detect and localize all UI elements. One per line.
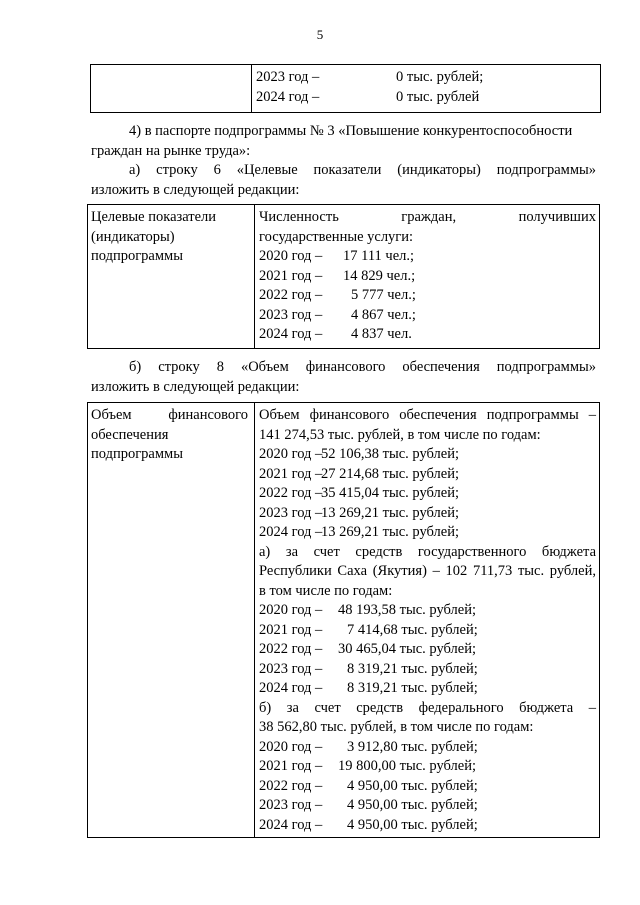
heading-line: Численность граждан, получивших — [259, 209, 596, 225]
paragraph-line: граждан на рынке труда»: — [91, 142, 251, 159]
paragraph-line: изложить в следующей редакции: — [91, 181, 300, 198]
table-row: 2020 год –52 106,38 тыс. рублей; — [259, 446, 459, 462]
paragraph-4 — [91, 122, 599, 200]
funding-label-cell — [88, 403, 255, 838]
table-row: 2023 год – 4 950,00 тыс. рублей; — [259, 797, 478, 813]
table-row: 2023 год – 8 319,21 тыс. рублей; — [259, 660, 478, 677]
table-row: 2020 год – 48 193,58 тыс. рублей; — [259, 602, 476, 618]
table-row: 2021 год – 19 800,00 тыс. рублей; — [259, 758, 476, 774]
federal-budget-line: б) за счет средств федерального бюджета – — [259, 699, 596, 716]
total-line: 141 274,53 тыс. рублей, в том числе по годам: — [259, 426, 541, 443]
table-row: 2024 год – 8 319,21 тыс. рублей; — [259, 680, 478, 696]
table-row: 2024 год – 4 837 чел. — [259, 326, 412, 342]
label-line: подпрограммы — [91, 446, 183, 462]
top-table — [90, 64, 601, 113]
table-row: 2024 год – 0 тыс. рублей — [256, 88, 480, 105]
table-row: 2022 год –35 415,04 тыс. рублей; — [259, 485, 459, 501]
total-line: Объем финансового обеспечения подпрограммы – — [259, 407, 596, 423]
paragraph-b — [91, 358, 599, 397]
table-row: 2021 год – 7 414,68 тыс. рублей; — [259, 621, 478, 638]
paragraph-line: изложить в следующей редакции: — [91, 378, 300, 395]
table-row: 2024 год – 4 950,00 тыс. рублей; — [259, 816, 478, 833]
label-line: Объем финансового — [91, 407, 248, 423]
funding-value-cell — [255, 403, 600, 838]
state-budget-line: Республики Саха (Якутия) – 102 711,73 тыс. рублей, — [259, 563, 596, 579]
indicators-value-cell — [255, 205, 600, 349]
indicators-label-cell — [88, 205, 255, 349]
label-line: обеспечения — [91, 426, 169, 443]
paragraph-line: б) строку 8 «Объем финансового обеспечения подпрограммы» — [129, 359, 596, 375]
table-row: 2023 год – 0 тыс. рублей; — [256, 69, 484, 85]
paragraph-line: а) строку 6 «Целевые показатели (индикаторы) подпрограммы» — [129, 162, 596, 178]
top-table-right-cell — [252, 65, 601, 113]
table-row: 2021 год –27 214,68 тыс. рублей; — [259, 465, 459, 482]
state-budget-line: в том числе по годам: — [259, 582, 393, 599]
table-row: 2023 год – 4 867 чел.; — [259, 306, 416, 323]
table-row: 2022 год – 5 777 чел.; — [259, 287, 416, 303]
table-row: 2024 год –13 269,21 тыс. рублей; — [259, 524, 459, 540]
state-budget-line: а) за счет средств государственного бюджета — [259, 543, 596, 560]
top-table-left-cell — [91, 65, 252, 113]
label-line: (индикаторы) — [91, 228, 175, 245]
heading-line: государственные услуги: — [259, 228, 414, 245]
table-row: 2023 год –13 269,21 тыс. рублей; — [259, 504, 459, 521]
funding-table — [87, 402, 600, 838]
indicators-table — [87, 204, 600, 349]
paragraph-line: 4) в паспорте подпрограммы № 3 «Повышение конкурентоспособности — [129, 123, 573, 139]
label-line: Целевые показатели — [91, 209, 217, 225]
page-number: 5 — [316, 27, 324, 42]
table-row: 2022 год – 30 465,04 тыс. рублей; — [259, 641, 476, 657]
table-row: 2022 год – 4 950,00 тыс. рублей; — [259, 777, 478, 794]
table-row: 2021 год – 14 829 чел.; — [259, 267, 416, 284]
label-line: подпрограммы — [91, 248, 183, 264]
federal-budget-line: 38 562,80 тыс. рублей, в том числе по годам: — [259, 719, 534, 735]
table-row: 2020 год – 3 912,80 тыс. рублей; — [259, 738, 478, 755]
table-row: 2020 год – 17 111 чел.; — [259, 248, 415, 264]
